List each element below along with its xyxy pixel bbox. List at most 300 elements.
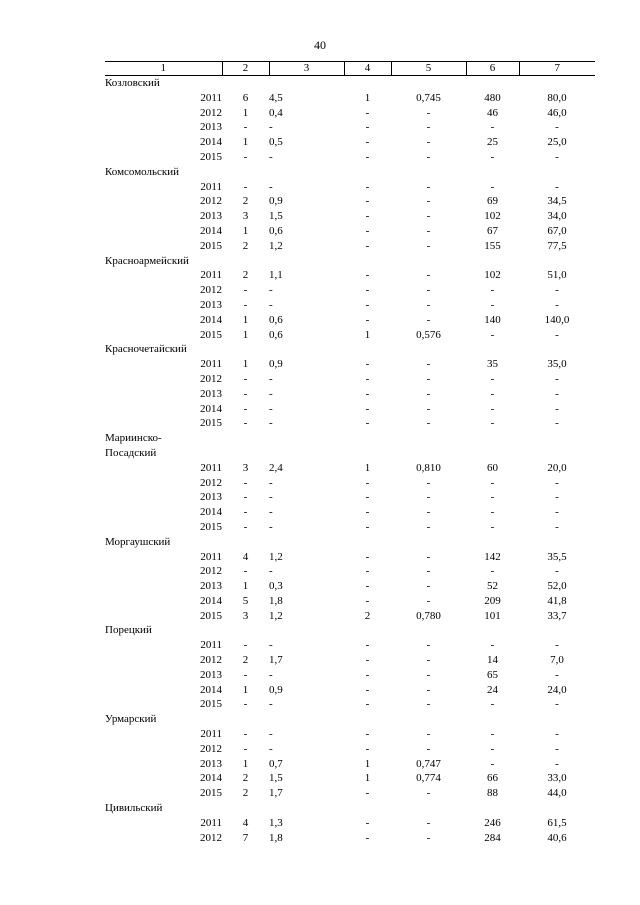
col4-cell: - [365, 565, 370, 578]
count-cell: - [243, 668, 248, 681]
year-cell: 2013 [200, 757, 222, 770]
col7-cell: 51,0 [547, 269, 567, 282]
district-header-row [105, 431, 595, 446]
col6-cell: - [490, 121, 495, 134]
col6-cell: 101 [484, 609, 501, 622]
col4-cell: - [365, 224, 370, 237]
count-cell: 2 [242, 654, 249, 667]
year-cell: 2012 [200, 742, 222, 755]
table-row [105, 416, 595, 431]
table-row [105, 283, 595, 298]
col7-cell: 77,5 [547, 239, 567, 252]
col3-cell: - [269, 742, 273, 755]
col6-cell: 52 [487, 580, 498, 593]
table-row [105, 697, 595, 712]
col3-cell: 0,6 [269, 328, 283, 341]
col7-cell: 80,0 [547, 91, 567, 104]
col6-cell: - [490, 298, 495, 311]
year-cell: 2011 [200, 461, 222, 474]
table-row [105, 609, 595, 624]
col5-cell: - [426, 728, 431, 741]
col3-cell: - [269, 284, 273, 297]
year-cell: 2015 [200, 150, 222, 163]
col7-cell: 40,6 [547, 831, 567, 844]
count-cell: - [243, 476, 248, 489]
col6-cell: 246 [484, 816, 501, 829]
col4-cell: - [365, 594, 370, 607]
count-cell: 1 [242, 358, 249, 371]
col5-cell: 0,810 [416, 461, 441, 474]
col3-cell: 0,9 [269, 358, 283, 371]
year-cell: 2013 [200, 387, 222, 400]
col7-cell: - [555, 387, 559, 400]
count-cell: - [243, 639, 248, 652]
col4-cell: - [365, 683, 370, 696]
col3-cell: - [269, 121, 273, 134]
col3-cell: - [269, 506, 273, 519]
year-cell: 2013 [200, 668, 222, 681]
col7-cell: - [555, 742, 559, 755]
col7-cell: 44,0 [547, 787, 567, 800]
col5-cell: - [426, 121, 431, 134]
table-row [105, 194, 595, 209]
col3-cell: 1,8 [269, 594, 283, 607]
col4-cell: - [365, 387, 370, 400]
col5-cell: - [426, 476, 431, 489]
district-name: Цивильский [105, 802, 163, 815]
count-cell: 3 [242, 210, 249, 223]
col5-cell: - [426, 787, 431, 800]
col5-cell: - [426, 639, 431, 652]
district-name: Порецкий [105, 624, 152, 637]
count-cell: 6 [242, 91, 249, 104]
page-number: 40 [314, 38, 326, 52]
col6-cell: - [490, 180, 495, 193]
col7-cell: - [555, 698, 559, 711]
col7-cell: - [555, 668, 559, 681]
col5-cell: - [426, 550, 431, 563]
col4-cell: 1 [364, 461, 371, 474]
year-cell: 2011 [200, 728, 222, 741]
col3-cell: - [269, 520, 273, 533]
col4-cell: - [365, 550, 370, 563]
col5-cell: - [426, 491, 431, 504]
count-cell: 1 [242, 757, 249, 770]
col5-cell: - [426, 313, 431, 326]
count-cell: 1 [242, 683, 249, 696]
count-cell: - [243, 698, 248, 711]
year-cell: 2013 [200, 121, 222, 134]
year-cell: 2015 [200, 520, 222, 533]
district-name: Козловский [105, 77, 160, 89]
col5-cell: - [426, 358, 431, 371]
col5-cell: - [426, 284, 431, 297]
table-row [105, 313, 595, 328]
col6-cell: 102 [484, 210, 501, 223]
col7-cell: - [555, 506, 559, 519]
col6-cell: 155 [484, 239, 501, 252]
col5-cell: - [426, 195, 431, 208]
col4-cell: - [365, 284, 370, 297]
year-cell: 2013 [200, 298, 222, 311]
col4-cell: - [365, 654, 370, 667]
col5-cell: - [426, 816, 431, 829]
col7-cell: 7,0 [550, 654, 564, 667]
col3-cell: 1,2 [269, 550, 283, 563]
col3-cell: 0,3 [269, 580, 283, 593]
table-row [105, 387, 595, 402]
col3-cell: 1,2 [269, 609, 283, 622]
table-row [105, 505, 595, 520]
count-cell: 1 [242, 136, 249, 149]
col6-cell: - [490, 757, 495, 770]
count-cell: - [243, 491, 248, 504]
col5-cell: - [426, 387, 431, 400]
col4-cell: - [365, 476, 370, 489]
col3-cell: 1,2 [269, 239, 283, 252]
year-cell: 2015 [200, 328, 222, 341]
col3-cell: 4,5 [269, 91, 283, 104]
col6-cell: - [490, 284, 495, 297]
year-cell: 2011 [200, 91, 222, 104]
col5-cell: - [426, 224, 431, 237]
col5-cell: - [426, 506, 431, 519]
col6-cell: 209 [484, 594, 501, 607]
table-row [105, 268, 595, 283]
col4-cell: - [365, 136, 370, 149]
col4-cell: - [365, 491, 370, 504]
count-cell: 2 [242, 787, 249, 800]
count-cell: - [243, 742, 248, 755]
col6-cell: 480 [484, 91, 501, 104]
col5-cell: - [426, 150, 431, 163]
col7-cell: 140,0 [544, 313, 570, 326]
col7-cell: 20,0 [547, 461, 567, 474]
table-row [105, 831, 595, 846]
year-cell: 2011 [200, 639, 222, 652]
header-col-1: 1 [105, 62, 222, 76]
col5-cell: - [426, 239, 431, 252]
table-body [105, 76, 595, 846]
col3-cell: 2,4 [269, 461, 283, 474]
col4-cell: - [365, 580, 370, 593]
count-cell: - [243, 387, 248, 400]
count-cell: 4 [242, 550, 249, 563]
count-cell: - [243, 372, 248, 385]
col5-cell: - [426, 269, 431, 282]
year-cell: 2012 [200, 565, 222, 578]
col4-cell: - [365, 298, 370, 311]
col3-cell: - [269, 698, 273, 711]
table-row [105, 106, 595, 121]
col3-cell: - [269, 668, 273, 681]
col7-cell: - [555, 476, 559, 489]
count-cell: 1 [242, 313, 249, 326]
col5-cell: 0,774 [416, 772, 441, 785]
col6-cell: 35 [487, 358, 498, 371]
col4-cell: - [365, 816, 370, 829]
header-row [105, 62, 595, 76]
col6-cell: 142 [484, 550, 501, 563]
col5-cell: - [426, 106, 431, 119]
col3-cell: 1,3 [269, 816, 283, 829]
col3-cell: - [269, 491, 273, 504]
col4-cell: - [365, 358, 370, 371]
district-header-row [105, 342, 595, 357]
col4-cell: - [365, 742, 370, 755]
year-cell: 2015 [200, 239, 222, 252]
district-header-row [105, 535, 595, 550]
col3-cell: - [269, 565, 273, 578]
count-cell: 2 [242, 239, 249, 252]
col4-cell: - [365, 106, 370, 119]
col7-cell: 33,0 [547, 772, 567, 785]
col7-cell: 25,0 [547, 136, 567, 149]
col3-cell: - [269, 150, 273, 163]
col4-cell: - [365, 195, 370, 208]
col6-cell: - [490, 328, 495, 341]
year-cell: 2014 [200, 772, 222, 785]
table-row [105, 579, 595, 594]
col7-cell: 46,0 [547, 106, 567, 119]
count-cell: 1 [242, 328, 249, 341]
table-row [105, 594, 595, 609]
col5-cell: - [426, 580, 431, 593]
district-header-row [105, 801, 595, 816]
col4-cell: 1 [364, 772, 371, 785]
table-row [105, 816, 595, 831]
col4-cell: - [365, 210, 370, 223]
col6-cell: 140 [484, 313, 501, 326]
col4-cell: - [365, 417, 370, 430]
table-row [105, 668, 595, 683]
count-cell: 7 [242, 831, 249, 844]
col5-cell: 0,576 [416, 328, 441, 341]
district-header-row [105, 446, 595, 461]
table-row [105, 638, 595, 653]
col6-cell: - [490, 150, 495, 163]
count-cell: 2 [242, 195, 249, 208]
col6-cell: - [490, 639, 495, 652]
count-cell: - [243, 520, 248, 533]
count-cell: - [243, 298, 248, 311]
count-cell: 3 [242, 461, 249, 474]
col4-cell: - [365, 506, 370, 519]
col3-cell: 0,7 [269, 757, 283, 770]
col6-cell: - [490, 742, 495, 755]
col6-cell: 14 [487, 654, 498, 667]
table-row [105, 120, 595, 135]
col5-cell: - [426, 683, 431, 696]
col6-cell: - [490, 491, 495, 504]
col3-cell: - [269, 417, 273, 430]
table-row [105, 683, 595, 698]
col6-cell: 46 [487, 106, 498, 119]
col7-cell: - [555, 121, 559, 134]
col3-cell: 0,9 [269, 195, 283, 208]
col3-cell: 1,5 [269, 772, 283, 785]
col7-cell: - [555, 328, 559, 341]
col5-cell: - [426, 210, 431, 223]
table-row [105, 372, 595, 387]
col3-cell: - [269, 387, 273, 400]
col7-cell: - [555, 372, 559, 385]
year-cell: 2011 [200, 358, 222, 371]
district-name: Урмарский [105, 713, 157, 726]
table-row [105, 742, 595, 757]
year-cell: 2011 [200, 816, 222, 829]
count-cell: - [243, 506, 248, 519]
col4-cell: - [365, 787, 370, 800]
col5-cell: - [426, 565, 431, 578]
col7-cell: 61,5 [547, 816, 567, 829]
table-row [105, 402, 595, 417]
col7-cell: - [555, 520, 559, 533]
col3-cell: 0,6 [269, 224, 283, 237]
col5-cell: - [426, 298, 431, 311]
col7-cell: 35,5 [547, 550, 567, 563]
year-cell: 2011 [200, 550, 222, 563]
col6-cell: - [490, 506, 495, 519]
col4-cell: - [365, 180, 370, 193]
table-row [105, 476, 595, 491]
col6-cell: 66 [487, 772, 498, 785]
year-cell: 2014 [200, 136, 222, 149]
year-cell: 2013 [200, 580, 222, 593]
col7-cell: - [555, 491, 559, 504]
col3-cell: 1,1 [269, 269, 283, 282]
district-header-row [105, 712, 595, 727]
col7-cell: - [555, 402, 559, 415]
col6-cell: - [490, 372, 495, 385]
count-cell: 2 [242, 269, 249, 282]
col5-cell: - [426, 698, 431, 711]
col6-cell: 24 [487, 683, 498, 696]
col4-cell: - [365, 402, 370, 415]
col5-cell: - [426, 417, 431, 430]
col4-cell: - [365, 372, 370, 385]
table-row [105, 461, 595, 476]
count-cell: - [243, 180, 248, 193]
table-row [105, 180, 595, 195]
col6-cell: 65 [487, 668, 498, 681]
col5-cell: - [426, 668, 431, 681]
year-cell: 2011 [200, 269, 222, 282]
header-col-7: 7 [519, 62, 595, 76]
table-row [105, 757, 595, 772]
table-row [105, 727, 595, 742]
col3-cell: - [269, 402, 273, 415]
col5-cell: - [426, 372, 431, 385]
year-cell: 2012 [200, 831, 222, 844]
district-header-row [105, 254, 595, 269]
col4-cell: - [365, 728, 370, 741]
count-cell: - [243, 565, 248, 578]
table-row [105, 786, 595, 801]
col5-cell: - [426, 594, 431, 607]
district-name: Моргаушский [105, 535, 171, 548]
col6-cell: 25 [487, 136, 498, 149]
district-name: Красноармейский [105, 254, 189, 267]
col6-cell: 69 [487, 195, 498, 208]
count-cell: - [243, 150, 248, 163]
col6-cell: 67 [487, 224, 498, 237]
year-cell: 2012 [200, 476, 222, 489]
header-col-2: 2 [222, 62, 269, 76]
year-cell: 2014 [200, 683, 222, 696]
col6-cell: 88 [487, 787, 498, 800]
col4-cell: 1 [364, 757, 371, 770]
header-col-3: 3 [269, 62, 344, 76]
col6-cell: - [490, 476, 495, 489]
year-cell: 2014 [200, 594, 222, 607]
col6-cell: - [490, 565, 495, 578]
col4-cell: - [365, 698, 370, 711]
col5-cell: - [426, 136, 431, 149]
col4-cell: - [365, 639, 370, 652]
col5-cell: - [426, 654, 431, 667]
year-cell: 2015 [200, 698, 222, 711]
col7-cell: 34,5 [547, 195, 567, 208]
header-col-6: 6 [466, 62, 519, 76]
year-cell: 2015 [200, 609, 222, 622]
table-row [105, 520, 595, 535]
year-cell: 2013 [200, 491, 222, 504]
col7-cell: - [555, 417, 559, 430]
col4-cell: - [365, 313, 370, 326]
statistics-table [105, 61, 595, 845]
col4-cell: - [365, 269, 370, 282]
col6-cell: 102 [484, 269, 501, 282]
year-cell: 2012 [200, 654, 222, 667]
col7-cell: 34,0 [547, 210, 567, 223]
year-cell: 2012 [200, 195, 222, 208]
col3-cell: - [269, 298, 273, 311]
col7-cell: 33,7 [547, 609, 567, 622]
col6-cell: - [490, 387, 495, 400]
col7-cell: - [555, 639, 559, 652]
header-col-5: 5 [391, 62, 466, 76]
col6-cell: - [490, 728, 495, 741]
district-name: Посадский [105, 446, 157, 459]
year-cell: 2012 [200, 106, 222, 119]
count-cell: 1 [242, 106, 249, 119]
year-cell: 2014 [200, 313, 222, 326]
year-cell: 2015 [200, 787, 222, 800]
col7-cell: - [555, 757, 559, 770]
count-cell: - [243, 417, 248, 430]
col3-cell: 1,7 [269, 654, 283, 667]
table-row [105, 771, 595, 786]
col5-cell: - [426, 402, 431, 415]
district-name: Комсомольский [105, 165, 180, 178]
year-cell: 2011 [200, 180, 222, 193]
col7-cell: - [555, 180, 559, 193]
col3-cell: 0,5 [269, 136, 283, 149]
count-cell: 2 [242, 772, 249, 785]
header-col-4: 4 [344, 62, 391, 76]
year-cell: 2013 [200, 210, 222, 223]
table-row [105, 135, 595, 150]
table-row [105, 357, 595, 372]
col5-cell: 0,780 [416, 609, 441, 622]
col5-cell: 0,745 [416, 91, 441, 104]
col6-cell: - [490, 417, 495, 430]
col7-cell: 35,0 [547, 358, 567, 371]
col3-cell: - [269, 639, 273, 652]
col3-cell: - [269, 728, 273, 741]
col3-cell: - [269, 180, 273, 193]
